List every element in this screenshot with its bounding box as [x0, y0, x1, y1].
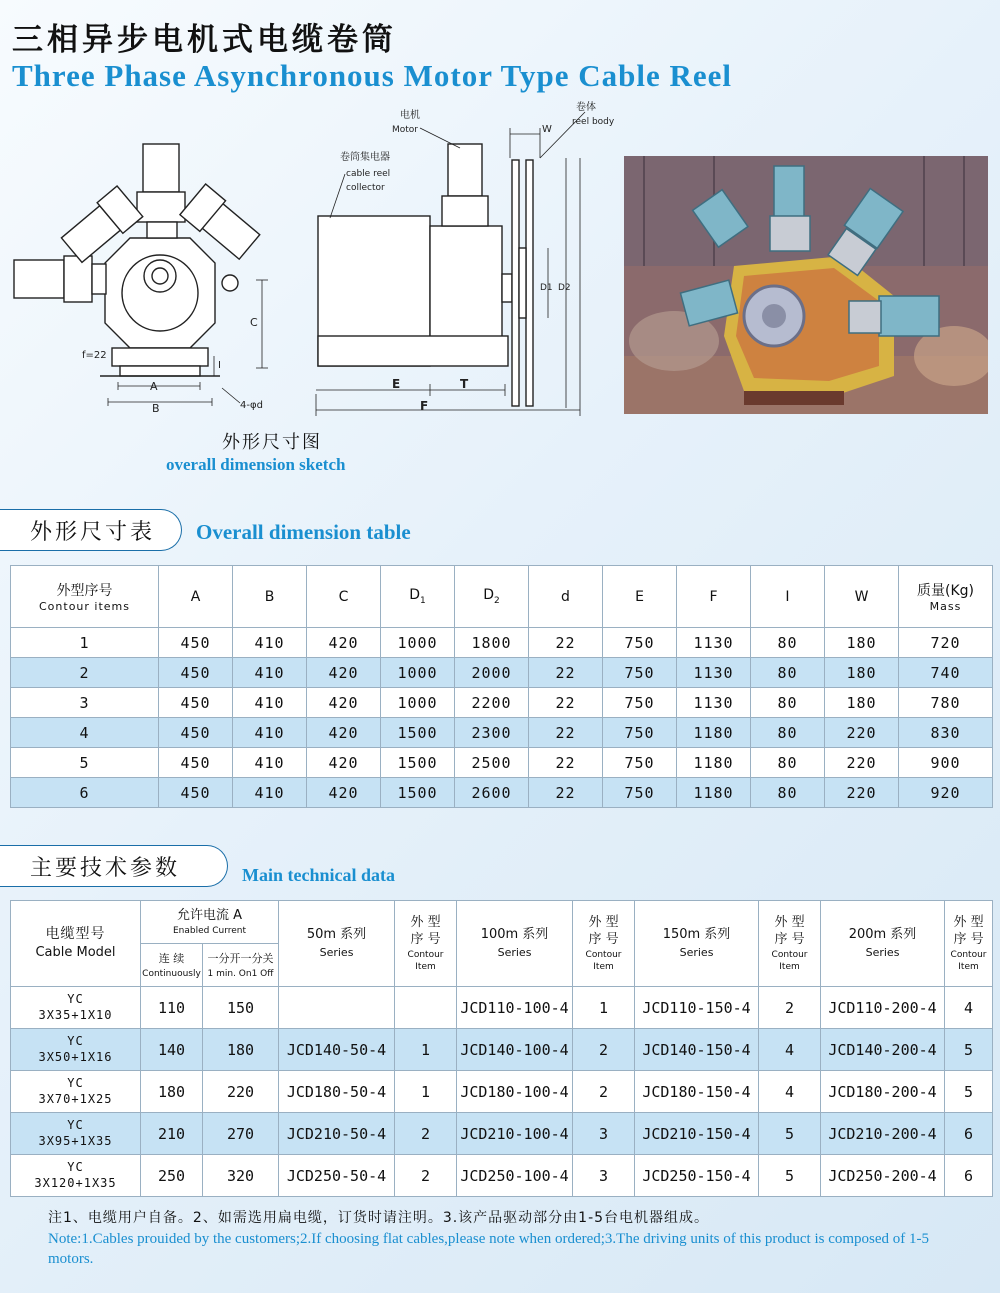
header-c50-cn2: 序 号	[410, 932, 441, 948]
cell: 420	[307, 658, 381, 688]
cell: 220	[825, 748, 899, 778]
header-series-100	[457, 901, 573, 987]
cell: 80	[751, 778, 825, 808]
sketch-caption-en: overall dimension sketch	[166, 455, 346, 474]
table-row	[11, 718, 993, 748]
reel-disc-1	[512, 160, 519, 406]
header-d: d	[529, 566, 603, 628]
dimension-section-title-cn: 外形尺寸表	[30, 519, 156, 545]
cell: 22	[529, 748, 603, 778]
cell: 1000	[381, 628, 455, 658]
cable-model-type: YC	[67, 1117, 84, 1132]
cell-i100: 2	[573, 1071, 635, 1113]
cell-i150: 5	[759, 1113, 821, 1155]
label-collector-cn: 卷筒集电器	[340, 152, 390, 163]
table-row	[11, 1155, 993, 1197]
cell-i150: 4	[759, 1029, 821, 1071]
cell-s50: JCD250-50-4	[279, 1155, 395, 1197]
cell: 22	[529, 688, 603, 718]
header-contour-en: Contour items	[39, 600, 130, 613]
cell: 410	[233, 778, 307, 808]
photo-motor-top	[774, 166, 804, 221]
cell: 420	[307, 628, 381, 658]
cell-i150: 2	[759, 987, 821, 1029]
header-contour-150	[759, 901, 821, 987]
header-s50-en: Series	[319, 945, 354, 959]
header-c150-cn2: 序 号	[774, 932, 805, 948]
front-base	[112, 348, 208, 366]
cable-model-type: YC	[67, 1033, 84, 1048]
cable-model-cell	[11, 1071, 141, 1113]
header-s100-en: Series	[497, 945, 532, 959]
note-cn: 注1、电缆用户自备。2、如需选用扁电缆，订货时请注明。3.该产品驱动部分由1-5台电机器组成。	[48, 1210, 710, 1226]
label-f: f=22	[82, 350, 107, 361]
header-B: B	[233, 566, 307, 628]
cell: 830	[899, 718, 993, 748]
cell: 720	[899, 628, 993, 658]
header-D2-letter: D	[483, 587, 495, 604]
header-c100-en1: Contour	[585, 949, 622, 960]
header-current	[141, 901, 279, 944]
cell-i50	[395, 987, 457, 1029]
cell-s200: JCD140-200-4	[821, 1029, 945, 1071]
cell-s150: JCD250-150-4	[635, 1155, 759, 1197]
product-photo	[624, 156, 988, 414]
cable-model-type: YC	[67, 991, 84, 1006]
cell: 900	[899, 748, 993, 778]
cell: 1500	[381, 718, 455, 748]
header-W: W	[825, 566, 899, 628]
header-series-150	[635, 901, 759, 987]
cell: 2000	[455, 658, 529, 688]
header-E: E	[603, 566, 677, 628]
header-s150-cn: 150m 系列	[662, 926, 731, 942]
cell-s50: JCD180-50-4	[279, 1071, 395, 1113]
header-c150-en1: Contour	[771, 949, 808, 960]
cell: 6	[11, 778, 159, 808]
cell-s50: JCD140-50-4	[279, 1029, 395, 1071]
cell: 80	[751, 718, 825, 748]
header-cable-model	[11, 901, 141, 987]
label-C: C	[250, 316, 258, 329]
page-title-en: Three Phase Asynchronous Motor Type Cable Reel	[12, 58, 732, 93]
header-I: I	[751, 566, 825, 628]
cell-s50	[279, 987, 395, 1029]
tech-section-title-en: Main technical data	[242, 865, 395, 885]
header-onoff	[203, 944, 279, 987]
cell: 1130	[677, 688, 751, 718]
cell: 410	[233, 748, 307, 778]
table-row	[11, 1071, 993, 1113]
header-series-50	[279, 901, 395, 987]
cell: 220	[825, 778, 899, 808]
header-c50-en1: Contour	[407, 949, 444, 960]
header-contour-50	[395, 901, 457, 987]
header-c50-cn1: 外 型	[410, 914, 441, 930]
label-A: A	[150, 380, 158, 393]
cell: 450	[159, 778, 233, 808]
cell: 750	[603, 688, 677, 718]
cell: 5	[11, 748, 159, 778]
header-D1-letter: D	[409, 587, 421, 604]
cell-o: 150	[203, 987, 279, 1029]
cell: 410	[233, 688, 307, 718]
page-title-cn: 三相异步电机式电缆卷筒	[12, 22, 397, 58]
cell-i200: 5	[945, 1029, 993, 1071]
cell-o: 180	[203, 1029, 279, 1071]
header-c50-en2: Item	[415, 962, 436, 973]
header-current-cn: 允许电流 A	[176, 908, 243, 924]
cell: 3	[11, 688, 159, 718]
cell: 80	[751, 628, 825, 658]
cell: 1000	[381, 688, 455, 718]
cell: 80	[751, 748, 825, 778]
motor-top	[143, 144, 179, 192]
photo-motor-bottom-right	[879, 296, 939, 336]
header-model-cn: 电缆型号	[45, 926, 106, 943]
label-d: 4-φd	[240, 400, 263, 411]
cell-s100: JCD210-100-4	[457, 1113, 573, 1155]
cell: 80	[751, 688, 825, 718]
cell: 22	[529, 628, 603, 658]
cell: 1500	[381, 748, 455, 778]
header-D1	[381, 566, 455, 628]
cell: 1180	[677, 718, 751, 748]
cable-model-type: YC	[67, 1075, 84, 1090]
cell-o: 220	[203, 1071, 279, 1113]
cell: 450	[159, 718, 233, 748]
header-continuous	[141, 944, 203, 987]
cell: 410	[233, 628, 307, 658]
label-collector-en2: collector	[346, 183, 385, 193]
cell-s50: JCD210-50-4	[279, 1113, 395, 1155]
cell-c: 110	[141, 987, 203, 1029]
cell: 420	[307, 718, 381, 748]
label-F: F	[420, 399, 429, 413]
cell-s200: JCD180-200-4	[821, 1071, 945, 1113]
cell-s100: JCD180-100-4	[457, 1071, 573, 1113]
cable-model-spec: 3X120+1X35	[34, 1175, 117, 1190]
table-row	[11, 628, 993, 658]
table-row	[11, 658, 993, 688]
cell-s150: JCD110-150-4	[635, 987, 759, 1029]
cell-s100: JCD250-100-4	[457, 1155, 573, 1197]
label-B: B	[152, 402, 160, 415]
cell-c: 210	[141, 1113, 203, 1155]
cell: 750	[603, 718, 677, 748]
cell-i200: 6	[945, 1155, 993, 1197]
cell-s150: JCD140-150-4	[635, 1029, 759, 1071]
header-c100-cn2: 序 号	[588, 932, 619, 948]
cable-model-spec: 3X50+1X16	[38, 1049, 113, 1064]
header-c200-cn2: 序 号	[953, 932, 984, 948]
cell-c: 180	[141, 1071, 203, 1113]
label-D2: D2	[558, 283, 571, 293]
tech-section-pill	[0, 845, 228, 887]
cell-c: 140	[141, 1029, 203, 1071]
cell: 750	[603, 658, 677, 688]
header-c100-en2: Item	[593, 962, 614, 973]
cell-i150: 5	[759, 1155, 821, 1197]
cell: 2300	[455, 718, 529, 748]
cell-i100: 1	[573, 987, 635, 1029]
header-c100-cn1: 外 型	[588, 914, 619, 930]
cell-i100: 2	[573, 1029, 635, 1071]
header-c200-en1: Contour	[950, 949, 987, 960]
cell-o: 270	[203, 1113, 279, 1155]
cell-i150: 4	[759, 1071, 821, 1113]
cell: 740	[899, 658, 993, 688]
cable-model-type: YC	[67, 1159, 84, 1174]
side-motor	[448, 144, 482, 196]
header-mass-en: Mass	[929, 600, 962, 613]
tech-section-title-cn: 主要技术参数	[30, 855, 181, 881]
cell: 450	[159, 688, 233, 718]
label-motor-cn: 电机	[400, 110, 420, 121]
motor-left	[14, 260, 64, 298]
cell: 750	[603, 628, 677, 658]
cell-s150: JCD210-150-4	[635, 1113, 759, 1155]
dimension-table	[10, 565, 993, 808]
label-reel-en: reel body	[572, 117, 615, 127]
cell: 1130	[677, 658, 751, 688]
table-row	[11, 987, 993, 1029]
sketch-caption-cn: 外形尺寸图	[222, 432, 322, 453]
header-cont-cn: 连 续	[158, 952, 185, 966]
header-mass-cn: 质量(Kg)	[917, 583, 974, 599]
cell-i200: 5	[945, 1071, 993, 1113]
header-contour	[11, 566, 159, 628]
cell: 22	[529, 658, 603, 688]
cell: 80	[751, 658, 825, 688]
cell: 410	[233, 718, 307, 748]
cell-s200: JCD250-200-4	[821, 1155, 945, 1197]
header-c150-en2: Item	[779, 962, 800, 973]
header-C: C	[307, 566, 381, 628]
cell: 180	[825, 688, 899, 718]
label-W: W	[542, 124, 552, 135]
label-D1: D1	[540, 283, 553, 293]
note-en: Note:1.Cables prouided by the customers;2.If choosing flat cables,please note when ordered;3.The driving units of this product is composed of 1-5 motors.	[48, 1231, 930, 1267]
header-contour-100	[573, 901, 635, 987]
reel-disc-2	[526, 160, 533, 406]
table-row	[11, 1029, 993, 1071]
cable-model-cell	[11, 1029, 141, 1071]
header-D2-sub: 2	[494, 595, 500, 606]
cell: 180	[825, 628, 899, 658]
header-c200-en2: Item	[958, 962, 979, 973]
cell: 1180	[677, 778, 751, 808]
cell: 4	[11, 718, 159, 748]
cell: 450	[159, 628, 233, 658]
header-onoff-cn: 一分开一分关	[207, 952, 274, 966]
cell: 180	[825, 658, 899, 688]
dimension-section-pill	[0, 509, 182, 551]
cell: 420	[307, 688, 381, 718]
cell: 750	[603, 748, 677, 778]
cell: 2200	[455, 688, 529, 718]
table-row	[11, 778, 993, 808]
header-s150-en: Series	[679, 945, 714, 959]
cable-model-spec: 3X70+1X25	[38, 1091, 113, 1106]
cell: 1500	[381, 778, 455, 808]
cell: 1180	[677, 748, 751, 778]
cell: 780	[899, 688, 993, 718]
header-s200-en: Series	[865, 945, 900, 959]
label-E: E	[392, 377, 401, 391]
cell-i200: 6	[945, 1113, 993, 1155]
header-s50-cn: 50m 系列	[306, 926, 367, 942]
cell-s100: JCD140-100-4	[457, 1029, 573, 1071]
cell-i50: 1	[395, 1029, 457, 1071]
cell: 1	[11, 628, 159, 658]
table-row	[11, 748, 993, 778]
header-D1-sub: 1	[420, 595, 426, 606]
cable-model-spec: 3X95+1X35	[38, 1133, 113, 1148]
table-row	[11, 688, 993, 718]
dimension-section-title-en: Overall dimension table	[196, 520, 411, 544]
label-reel-cn: 卷体	[576, 102, 596, 113]
cell-s150: JCD180-150-4	[635, 1071, 759, 1113]
cable-model-cell	[11, 987, 141, 1029]
header-F: F	[677, 566, 751, 628]
dimension-header-row	[11, 566, 993, 628]
cell-s200: JCD210-200-4	[821, 1113, 945, 1155]
cell: 22	[529, 778, 603, 808]
label-motor-en: Motor	[392, 125, 419, 135]
cell: 420	[307, 748, 381, 778]
cell: 450	[159, 658, 233, 688]
cell-i200: 4	[945, 987, 993, 1029]
header-s100-cn: 100m 系列	[480, 926, 549, 942]
dimension-sketch	[0, 98, 620, 438]
cell: 2600	[455, 778, 529, 808]
tech-header-row-1	[11, 901, 993, 944]
cell-s100: JCD110-100-4	[457, 987, 573, 1029]
table-row	[11, 1113, 993, 1155]
header-cont-en: Continuously	[142, 968, 201, 979]
header-contour-200	[945, 901, 993, 987]
header-c150-cn1: 外 型	[774, 914, 805, 930]
header-series-200	[821, 901, 945, 987]
cell: 450	[159, 748, 233, 778]
label-collector-en1: cable reel	[346, 169, 391, 179]
cell: 420	[307, 778, 381, 808]
cell: 1000	[381, 658, 455, 688]
header-s200-cn: 200m 系列	[848, 926, 917, 942]
cable-model-spec: 3X35+1X10	[38, 1007, 113, 1022]
header-A: A	[159, 566, 233, 628]
cell-s200: JCD110-200-4	[821, 987, 945, 1029]
cell-i50: 2	[395, 1155, 457, 1197]
header-D2	[455, 566, 529, 628]
cell: 920	[899, 778, 993, 808]
header-onoff-en: 1 min. On1 Off	[207, 968, 274, 979]
cell: 220	[825, 718, 899, 748]
cell: 2	[11, 658, 159, 688]
header-model-en: Cable Model	[35, 945, 116, 961]
cell: 1130	[677, 628, 751, 658]
label-T: T	[460, 377, 469, 391]
cell: 22	[529, 718, 603, 748]
cell-c: 250	[141, 1155, 203, 1197]
cell-o: 320	[203, 1155, 279, 1197]
header-contour-cn: 外型序号	[56, 583, 113, 599]
cell: 2500	[455, 748, 529, 778]
header-current-en: Enabled Current	[172, 925, 247, 936]
cell-i50: 2	[395, 1113, 457, 1155]
cell-i100: 3	[573, 1155, 635, 1197]
cell: 1800	[455, 628, 529, 658]
cable-model-cell	[11, 1113, 141, 1155]
header-mass	[899, 566, 993, 628]
cell-i100: 3	[573, 1113, 635, 1155]
cable-model-cell	[11, 1155, 141, 1197]
label-I: I	[218, 360, 221, 371]
cell: 410	[233, 658, 307, 688]
header-c200-cn1: 外 型	[953, 914, 984, 930]
cell: 750	[603, 778, 677, 808]
tech-table	[10, 900, 993, 1197]
cell-i50: 1	[395, 1071, 457, 1113]
